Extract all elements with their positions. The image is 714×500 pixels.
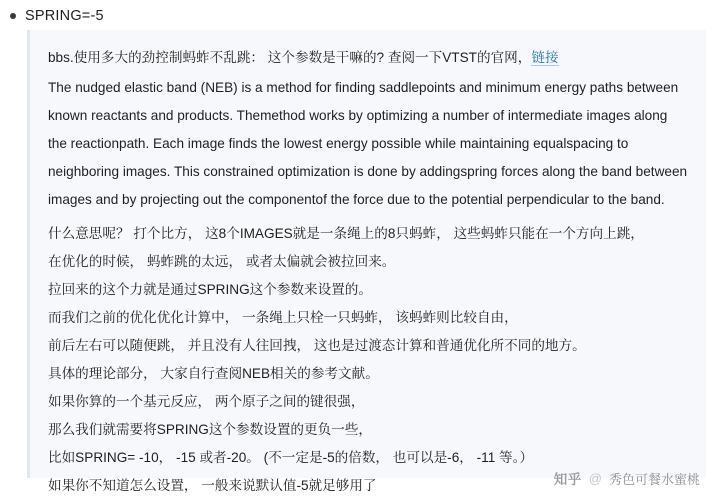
bullet-dot-icon: [10, 13, 16, 19]
watermark-separator: @: [588, 470, 602, 486]
watermark-author: 秀色可餐水蜜桃: [608, 471, 700, 487]
paragraph-line-9: 比如SPRING= -10， -15 或者-20。 (不一定是-5的倍数， 也可以是-6， -11 等。）: [48, 450, 534, 465]
paragraph-line-10: 如果你不知道怎么设置， 一般来说默认值-5就足够用了: [48, 478, 377, 493]
paragraph-line-8: 那么我们就需要将SPRING这个参数设置的更负一些，: [48, 422, 372, 437]
vtst-link[interactable]: 链接: [531, 50, 559, 65]
watermark: [554, 468, 700, 488]
paragraph-intro-text: bbs.使用多大的劲控制蚂蚱不乱跳： 这个参数是干嘛的? 查阅一下VTST的官网，: [48, 50, 532, 65]
paragraph-line-4: 而我们之前的优化优化计算中， 一条绳上只栓一只蚂蚱， 该蚂蚱则比较自由，: [48, 310, 518, 325]
page-title: SPRING=-5: [25, 8, 104, 24]
paragraph-line-5: 前后左右可以随便跳， 并且没有人往回拽， 这也是过渡态计算和普通优化所不同的地方。: [48, 338, 586, 353]
zhihu-logo: 知乎: [553, 472, 582, 487]
paragraph-line-1: 什么意思呢？ 打个比方， 这8个IMAGES就是一条绳上的8只蚂蚱， 这些蚂蚱只能在一个方向上跳，: [48, 226, 644, 241]
paragraph-english: The nudged elastic band (NEB) is a method for finding saddlepoints and minimum energy paths between known reactants and products. Themethod works by optimizing a number of intermediate images along the reactionpath. Each image finds the lowest energy possible while maintaining equalspacing to neighboring images. This constrained optimization is done by addingspring forces along the band between images and by projecting out the componentof the force due to the potential perpendicular to the band.: [48, 80, 688, 207]
paragraph-line-6: 具体的理论部分， 大家自行查阅NEB相关的参考文献。: [48, 366, 379, 381]
paragraph-line-7: 如果你算的一个基元反应， 两个原子之间的键很强，: [48, 394, 365, 409]
paragraph-intro: [48, 44, 688, 72]
paragraph-line-3: 拉回来的这个力就是通过SPRING这个参数来设置的。: [48, 282, 372, 297]
section-heading: [0, 0, 714, 30]
paragraph-line-2: 在优化的时候， 蚂蚱跳的太远， 或者太偏就会被拉回来。: [48, 254, 396, 269]
